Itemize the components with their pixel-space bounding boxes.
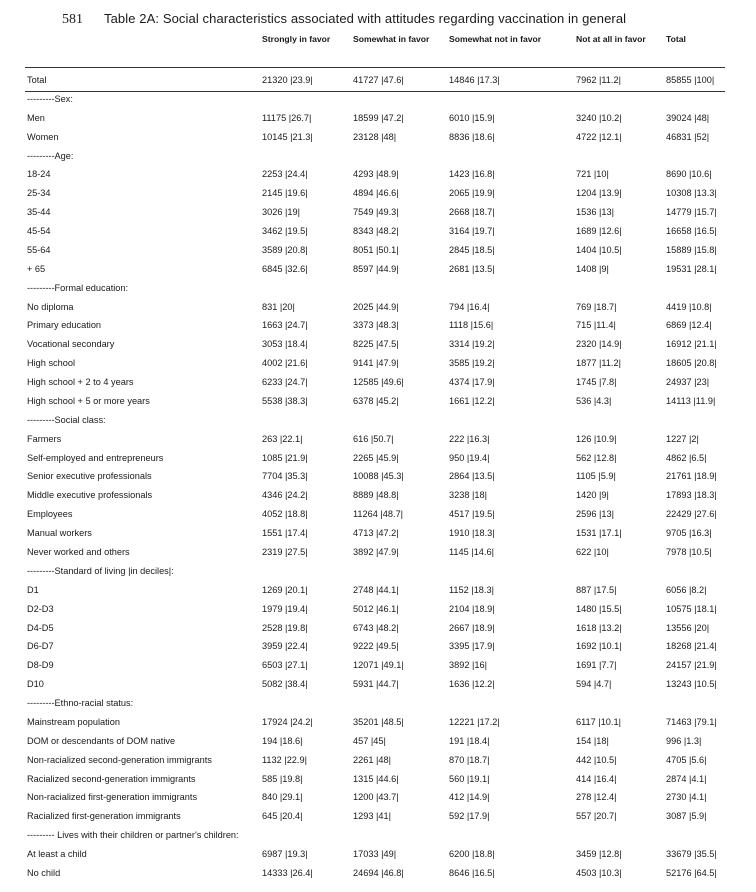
cell-value: 3892 |47.9| [353,547,399,557]
cell-value: 194 |18.6| [262,735,303,746]
cell-value: 14113 |11.9| [666,395,716,406]
cell-value: 4705 |5.6| [666,754,707,765]
table-row [0,486,756,504]
cell-value: 14846 |17.3| [449,75,500,85]
cell-value: 2025 |44.9| [353,301,399,312]
header-somewhat-not-in-favor: Somewhat not in favor [449,34,542,44]
cell-value: 585 |19.8| [262,773,303,784]
row-label: 25-34 [27,188,51,199]
cell-value: 1293 |41| [353,811,391,822]
row-label: D6-D7 [27,641,54,652]
cell-value: 19531 |28.1| [666,263,717,274]
cell-value: 2528 |19.8| [262,622,308,633]
cell-value: 1691 |7.7| [576,660,617,671]
cell-value: 5012 |46.1| [353,603,399,614]
cell-value: 6233 |24.7| [262,377,308,388]
cell-value: 13243 |10.5| [666,679,717,690]
cell-value: 17893 |18.3| [666,490,717,501]
cell-value: 414 |16.4| [576,773,617,784]
row-label: High school [27,358,76,369]
table-row [0,222,756,240]
cell-value: 8225 |47.5| [353,339,399,350]
cell-value: 8836 |18.6| [449,131,495,142]
row-label: Manual workers [27,528,92,539]
cell-value: 9705 |16.3| [666,528,712,539]
cell-value: 1408 |9| [576,263,609,274]
cell-value: 4002 |21.6| [262,358,308,369]
cell-value: 16912 |21.1| [666,339,717,350]
cell-value: 831 |20| [262,301,295,312]
table-row [0,203,756,221]
table-row [0,713,756,731]
cell-value: 126 |10.9| [576,433,617,444]
section-header [0,411,756,429]
cell-value: 2253 |24.4| [262,169,308,180]
column-headers [0,34,756,64]
cell-value: 1423 |16.8| [449,169,495,180]
row-label: No child [27,867,61,878]
cell-value: 6117 |10.1| [576,716,621,727]
row-label: Non-racialized second-generation immigrants [27,754,212,765]
cell-value: 2596 |13| [576,509,614,520]
row-label: Racialized second-generation immigrants [27,773,196,784]
table-row [0,619,756,637]
header-somewhat-in-favor: Somewhat in favor [353,34,430,44]
cell-value: 18605 |20.8| [666,358,717,369]
cell-value: 14333 |26.4| [262,867,313,878]
cell-value: 10575 |18.1| [666,603,717,614]
cell-value: 870 |18.7| [449,754,490,765]
cell-value: 10308 |13.3| [666,188,717,199]
cell-value: 1204 |13.9| [576,188,622,199]
cell-value: 85855 |100| [666,75,715,85]
cell-value: 616 |50.7| [353,433,394,444]
cell-value: 6845 |32.6| [262,263,308,274]
cell-value: 1661 |12.2| [449,395,495,406]
cell-value: 17033 |49| [353,849,397,860]
cell-value: 1877 |11.2| [576,358,621,369]
cell-value: 8889 |48.8| [353,490,399,501]
cell-value: 5082 |38.4| [262,679,308,690]
section-label: ---------Age: [27,150,74,161]
cell-value: 154 |18| [576,735,609,746]
cell-value: 3240 |10.2| [576,112,622,123]
cell-value: 5931 |44.7| [353,679,399,690]
cell-value: 3087 |5.9| [666,811,707,822]
cell-value: 715 |11.4| [576,320,616,331]
table-row [0,656,756,674]
cell-value: 1085 |21.9| [262,452,308,463]
cell-value: 1480 |15.5| [576,603,622,614]
row-label: Men [27,112,45,123]
cell-value: 3373 |48.3| [353,320,399,331]
cell-value: 2864 |13.5| [449,471,495,482]
section-label: ---------Social class: [27,414,106,425]
cell-value: 557 |20.7| [576,811,617,822]
cell-value: 2681 |13.5| [449,263,495,274]
cell-value: 2261 |48| [353,754,391,765]
cell-value: 6869 |12.4| [666,320,712,331]
cell-value: 10145 |21.3| [262,131,313,142]
cell-value: 1200 |43.7| [353,792,399,803]
cell-value: 17924 |24.2| [262,716,313,727]
header-total: Total [666,34,686,44]
section-header [0,694,756,712]
cell-value: 4503 |10.3| [576,867,622,878]
row-label: Senior executive professionals [27,471,152,482]
cell-value: 2667 |18.9| [449,622,495,633]
cell-value: 1269 |20.1| [262,584,308,595]
cell-value: 1152 |18.3| [449,584,494,595]
table-row [0,128,756,146]
section-label: ---------Ethno-racial status: [27,698,134,709]
row-label: 35-44 [27,207,51,218]
cell-value: 33679 |35.5| [666,849,717,860]
cell-value: 222 |16.3| [449,433,490,444]
cell-value: 950 |19.4| [449,452,490,463]
cell-value: 1420 |9| [576,490,609,501]
cell-value: 8597 |44.9| [353,263,399,274]
row-label: DOM or descendants of DOM native [27,735,176,746]
table-row [0,524,756,542]
row-label: 45-54 [27,226,51,237]
row-label: At least a child [27,849,87,860]
cell-value: 7704 |35.3| [262,471,308,482]
cell-value: 9141 |47.9| [353,358,399,369]
cell-value: 996 |1.3| [666,735,702,746]
section-header [0,90,756,108]
row-label: No diploma [27,301,74,312]
cell-value: 622 |10| [576,547,609,557]
cell-value: 7962 |11.2| [576,75,621,85]
cell-value: 3395 |17.9| [449,641,495,652]
cell-value: 769 |18.7| [576,301,617,312]
cell-value: 1979 |19.4| [262,603,308,614]
section-label: ---------Sex: [27,93,73,104]
row-label: D10 [27,679,44,690]
table-row [0,354,756,372]
cell-value: 645 |20.4| [262,811,303,822]
cell-value: 5538 |38.3| [262,395,308,406]
cell-value: 21320 |23.9| [262,75,313,85]
row-label: D4-D5 [27,622,54,633]
cell-value: 6743 |48.2| [353,622,399,633]
cell-value: 8646 |16.5| [449,867,495,878]
table-row [0,770,756,788]
cell-value: 1551 |17.4| [262,528,308,539]
cell-value: 46831 |52| [666,131,710,142]
cell-value: 8343 |48.2| [353,226,399,237]
cell-value: 3053 |18.4| [262,339,308,350]
cell-value: 11175 |26.7| [262,112,312,123]
table-row [0,751,756,769]
cell-value: 457 |45| [353,735,386,746]
row-label: Middle executive professionals [27,490,153,501]
header-strongly-in-favor: Strongly in favor [262,34,331,44]
cell-value: 412 |14.9| [449,792,490,803]
cell-value: 21761 |18.9| [666,471,717,482]
row-label: D2-D3 [27,603,54,614]
cell-value: 6378 |45.2| [353,395,399,406]
section-header [0,826,756,844]
table-row [0,581,756,599]
cell-value: 562 |12.8| [576,452,617,463]
table-row [0,864,756,882]
row-label: High school + 2 to 4 years [27,377,134,388]
cell-value: 2668 |18.7| [449,207,495,218]
table-row [0,316,756,334]
table-row [0,467,756,485]
cell-value: 6010 |15.9| [449,112,495,123]
cell-value: 12221 |17.2| [449,716,500,727]
cell-value: 4346 |24.2| [262,490,308,501]
cell-value: 3164 |19.7| [449,226,495,237]
cell-value: 4894 |46.6| [353,188,399,199]
header-not-at-all-in-favor: Not at all in favor [576,34,646,44]
table-row [0,543,756,561]
cell-value: 2874 |4.1| [666,773,707,784]
cell-value: 3314 |19.2| [449,339,495,350]
cell-value: 1692 |10.1| [576,641,622,652]
cell-value: 278 |12.4| [576,792,617,803]
cell-value: 1663 |24.7| [262,320,308,331]
row-label: Racialized first-generation immigrants [27,811,181,822]
section-label: --------- Lives with their children or partner's children: [27,830,239,841]
cell-value: 3959 |22.4| [262,641,308,652]
row-label: Non-racialized first-generation immigrants [27,792,198,803]
cell-value: 11264 |48.7| [353,509,404,520]
row-label: Mainstream population [27,716,120,727]
cell-value: 18599 |47.2| [353,112,404,123]
cell-value: 2065 |19.9| [449,188,495,199]
table-row [0,184,756,202]
cell-value: 35201 |48.5| [353,716,404,727]
row-label: 18-24 [27,169,51,180]
cell-value: 887 |17.5| [576,584,617,595]
table-row [0,807,756,825]
cell-value: 560 |19.1| [449,773,490,784]
cell-value: 2145 |19.6| [262,188,308,199]
cell-value: 4293 |48.9| [353,169,399,180]
cell-value: 2319 |27.5| [262,547,308,557]
cell-value: 71463 |79.1| [666,716,717,727]
row-label: Farmers [27,433,62,444]
cell-value: 1689 |12.6| [576,226,622,237]
table-row [0,298,756,316]
cell-value: 16658 |16.5| [666,226,717,237]
table-row [0,637,756,655]
table-row [0,165,756,183]
row-label: + 65 [27,263,46,274]
section-label: ---------Formal education: [27,282,129,293]
cell-value: 1145 |14.6| [449,547,494,557]
cell-value: 3238 |18| [449,490,487,501]
section-header [0,279,756,297]
cell-value: 191 |18.4| [449,735,490,746]
cell-value: 4713 |47.2| [353,528,399,539]
cell-value: 8690 |10.6| [666,169,712,180]
cell-value: 6200 |18.8| [449,849,495,860]
cell-value: 41727 |47.6| [353,75,404,85]
cell-value: 7978 |10.5| [666,547,712,557]
row-label: Total [27,75,47,85]
cell-value: 1536 |13| [576,207,614,218]
cell-value: 6987 |19.3| [262,849,308,860]
table-row [0,373,756,391]
cell-value: 1910 |18.3| [449,528,495,539]
table-row [0,430,756,448]
cell-value: 39024 |48| [666,112,710,123]
cell-value: 12071 |49.1| [353,660,404,671]
cell-value: 4052 |18.8| [262,509,308,520]
cell-value: 1404 |10.5| [576,244,622,255]
page-number: 581 [62,12,83,27]
table-title: Table 2A: Social characteristics associated with attitudes regarding vaccination in general [104,11,627,26]
cell-value: 3589 |20.8| [262,244,308,255]
cell-value: 22429 |27.6| [666,509,717,520]
cell-value: 2104 |18.9| [449,603,495,614]
row-label: Women [27,131,59,142]
row-label: 55-64 [27,244,51,255]
row-label: Never worked and others [27,547,130,557]
cell-value: 1531 |17.1| [576,528,622,539]
table-row [0,788,756,806]
total-row [0,71,756,89]
cell-value: 794 |16.4| [449,301,490,312]
table-row [0,732,756,750]
cell-value: 536 |4.3| [576,395,612,406]
cell-value: 3892 |16| [449,660,487,671]
cell-value: 592 |17.9| [449,811,490,822]
cell-value: 10088 |45.3| [353,471,404,482]
cell-value: 3585 |19.2| [449,358,495,369]
table-row [0,675,756,693]
cell-value: 2845 |18.5| [449,244,495,255]
section-header [0,147,756,165]
table-row [0,845,756,863]
table-row [0,392,756,410]
row-label: D1 [27,584,39,595]
table-row [0,600,756,618]
cell-value: 15889 |15.8| [666,244,717,255]
cell-value: 2320 |14.9| [576,339,622,350]
cell-value: 3459 |12.8| [576,849,622,860]
section-label: ---------Standard of living |in deciles|: [27,565,174,576]
cell-value: 23128 |48| [353,131,397,142]
table-row [0,449,756,467]
cell-value: 2265 |45.9| [353,452,399,463]
cell-value: 2748 |44.1| [353,584,399,595]
cell-value: 24937 |23| [666,377,710,388]
cell-value: 4517 |19.5| [449,509,495,520]
cell-value: 3026 |19| [262,207,300,218]
cell-value: 4374 |17.9| [449,377,495,388]
header-rule [25,67,725,68]
cell-value: 2730 |4.1| [666,792,707,803]
cell-value: 442 |10.5| [576,754,617,765]
cell-value: 1105 |5.9| [576,471,616,482]
cell-value: 840 |29.1| [262,792,303,803]
cell-value: 18268 |21.4| [666,641,717,652]
cell-value: 24694 |46.8| [353,867,404,878]
cell-value: 14779 |15.7| [666,207,717,218]
cell-value: 1118 |15.6| [449,320,494,331]
cell-value: 8051 |50.1| [353,244,399,255]
cell-value: 6056 |8.2| [666,584,707,595]
cell-value: 52176 |64.5| [666,867,717,878]
table-row [0,335,756,353]
cell-value: 9222 |49.5| [353,641,399,652]
cell-value: 1745 |7.8| [576,377,617,388]
section-header [0,562,756,580]
cell-value: 1618 |13.2| [576,622,622,633]
cell-value: 3462 |19.5| [262,226,308,237]
row-label: Employees [27,509,73,520]
cell-value: 7549 |49.3| [353,207,399,218]
table-row [0,505,756,523]
row-label: High school + 5 or more years [27,395,150,406]
cell-value: 24157 |21.9| [666,660,717,671]
cell-value: 4862 |6.5| [666,452,707,463]
cell-value: 594 |4.7| [576,679,612,690]
cell-value: 1315 |44.6| [353,773,399,784]
row-label: Vocational secondary [27,339,115,350]
cell-value: 721 |10| [576,169,609,180]
cell-value: 263 |22.1| [262,433,303,444]
cell-value: 1636 |12.2| [449,679,495,690]
cell-value: 1227 |2| [666,433,699,444]
row-label: Self-employed and entrepreneurs [27,452,164,463]
cell-value: 6503 |27.1| [262,660,308,671]
table-row [0,109,756,127]
table-row [0,260,756,278]
cell-value: 1132 |22.9| [262,754,307,765]
cell-value: 4722 |12.1| [576,131,622,142]
cell-value: 12585 |49.6| [353,377,404,388]
cell-value: 13556 |20| [666,622,710,633]
cell-value: 4419 |10.8| [666,301,712,312]
row-label: Primary education [27,320,102,331]
row-label: D8-D9 [27,660,54,671]
table-row [0,241,756,259]
